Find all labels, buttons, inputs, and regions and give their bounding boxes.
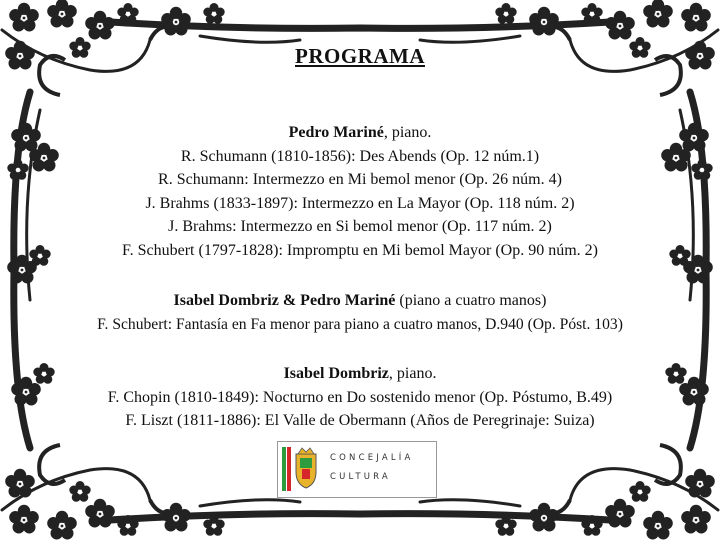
piece-line: R. Schumann: Intermezzo en Mi bemol menor (Op. 26 núm. 4) bbox=[158, 171, 562, 188]
piece-line: F. Schubert: Fantasía en Fa menor para piano a cuatro manos, D.940 (Op. Póst. 103) bbox=[97, 315, 623, 333]
page-title: PROGRAMA bbox=[295, 44, 425, 68]
performer-section-1 bbox=[0, 121, 720, 262]
piece-line: R. Schumann (1810-1856): Des Abends (Op. 12 núm.1) bbox=[180, 147, 540, 165]
logo-line-2: CULTURA bbox=[330, 472, 391, 482]
crest-icon bbox=[278, 442, 328, 497]
performer-instrument: , piano. bbox=[388, 365, 437, 382]
piece-line: F. Liszt (1811-1886): El Valle de Obermann (Años de Peregrinaje: Suiza) bbox=[125, 412, 595, 429]
performer-instrument: (piano a cuatro manos) bbox=[395, 292, 547, 309]
performer-line bbox=[0, 289, 720, 313]
performer-instrument: , piano. bbox=[383, 124, 432, 141]
performer-section-3 bbox=[0, 362, 720, 433]
piece-line: F. Schubert (1797-1828): Impromptu en Mi bemol Mayor (Op. 90 núm. 2) bbox=[122, 241, 598, 259]
piece-line: J. Brahms: Intermezzo en Si bemol menor (Op. 117 núm. 2) bbox=[168, 218, 552, 235]
performer-name: Isabel Dombriz & Pedro Mariné bbox=[173, 292, 396, 309]
performer-name: Isabel Dombriz bbox=[283, 365, 389, 382]
concejalia-cultura-logo bbox=[277, 441, 437, 498]
piece-line: J. Brahms (1833-1897): Intermezzo en La Mayor (Op. 118 núm. 2) bbox=[145, 194, 575, 212]
logo-line-1: CONCEJALÍA bbox=[330, 453, 414, 463]
performer-section-2 bbox=[0, 289, 720, 336]
piece-line: F. Chopin (1810-1849): Nocturno en Do sostenido menor (Op. Póstumo, B.49) bbox=[107, 388, 613, 406]
performer-line bbox=[0, 121, 720, 145]
performer-name: Pedro Mariné bbox=[288, 124, 384, 141]
performer-line bbox=[0, 362, 720, 386]
